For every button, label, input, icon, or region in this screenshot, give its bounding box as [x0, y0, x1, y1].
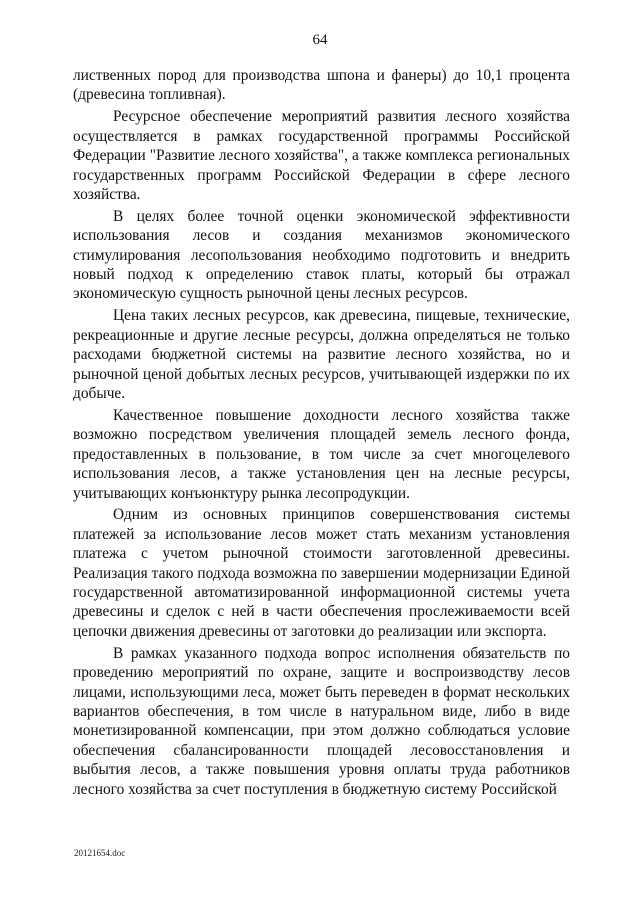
paragraph-obligations: В рамках указанного подхода вопрос исполнения обязательств по проведению мероприятий по охране, защите и воспроизводству лесов лицами, использующими леса, может быть переведен в формат нескольких вариантов обеспечения, в том числе в натуральном виде, либо в виде монетизированной компенсации, при этом должно соблюдаться условие обеспечения сбалансированности площадей лесовосстановления и выбытия лесов, а также повышения уровня оплаты труда работников лесного хозяйства за счет поступления в бюджетную систему Российской: [73, 644, 570, 798]
paragraph-continuation: лиственных пород для производства шпона и фанеры) до 10,1 процента (древесина топливная).: [73, 67, 570, 104]
paragraph-payment-principles: Одним из основных принципов совершенствования системы платежей за использование лесов может стать механизм установления платежа с учетом рыночной стоимости заготовленной древесины. Реализация такого подхода возможна по завершении модернизации Единой государственной автоматизированной информационной системы учета древесины и сделок с ней в части обеспечения прослеживаемости всей цепочки движения древесины от заготовки до реализации или экспорта.: [73, 506, 570, 640]
document-body: [73, 66, 570, 802]
footer-filename: 20121654.doc: [74, 848, 126, 858]
paragraph-resource-provision: Ресурсное обеспечение мероприятий развития лесного хозяйства осуществляется в рамках государственной программы Российской Федерации "Развитие лесного хозяйства", а также комплекса региональных государственных программ Российской Федерации в сфере лесного хозяйства.: [73, 108, 570, 203]
paragraph-profitability: Качественное повышение доходности лесного хозяйства также возможно посредством увеличения площадей земель лесного фонда, предоставленных в пользование, в том числе за счет многоцелевого использования лесов, а также установления цен на лесные ресурсы, учитывающих конъюнктуру рынка лесопродукции.: [73, 406, 570, 502]
paragraph-resource-price: Цена таких лесных ресурсов, как древесина, пищевые, технические, рекреационные и другие лесные ресурсы, должна определяться не только расходами бюджетной системы на развитие лесного хозяйства, но и рыночной ценой добытых лесных ресурсов, учитывающей издержки по их добыче.: [73, 307, 570, 402]
page-number: 64: [312, 32, 328, 48]
paragraph-economic-efficiency: В целях более точной оценки экономической эффективности использования лесов и создания механизмов экономического стимулирования лесопользования необходимо подготовить и внедрить новый подход к определению ставок платы, который бы отражал экономическую сущность рыночной цены лесных ресурсов.: [73, 207, 570, 303]
